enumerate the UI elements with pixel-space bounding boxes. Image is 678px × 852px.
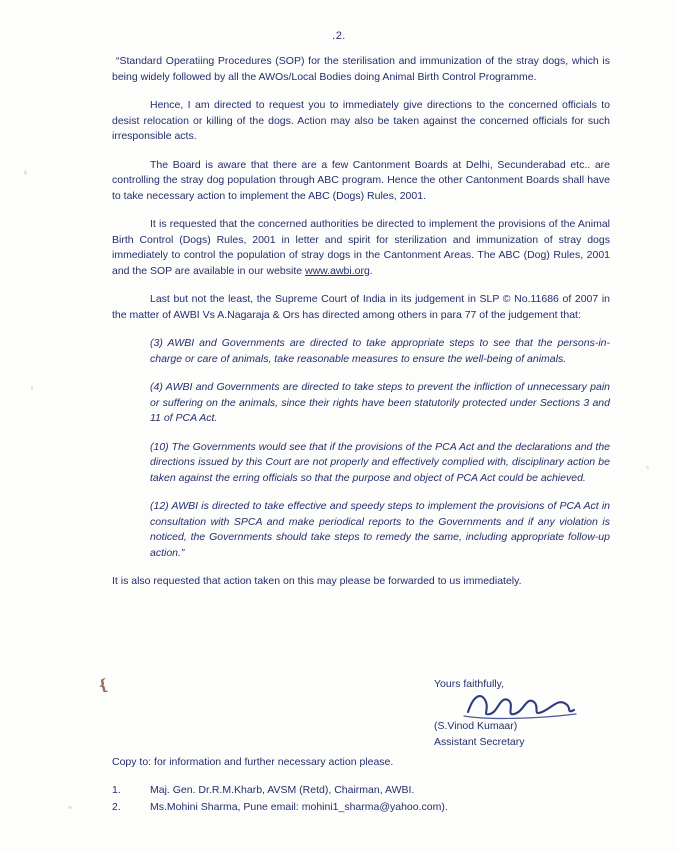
copy-to-list <box>112 782 612 816</box>
list-item-label: Ms.Mohini Sharma, Pune email: mohini1_sharma@yahoo.com). <box>150 801 448 813</box>
page-number: .2. <box>332 30 346 42</box>
paragraph-abc-rules-text: It is requested that the concerned authorities be directed to implement the provisions of the Animal Birth Control (Dogs) Rules, 2001 in letter and spirit for sterilization and immunization of stray dogs immediately to control the population of stray dogs in the Cantonment Areas. The ABC (Dog) Rules, 2001 and the SOP are available in our website <box>112 218 610 277</box>
closing-request: It is also requested that action taken on this may please be forwarded to us immediately. <box>112 575 522 587</box>
judgement-clause-4: (4) AWBI and Governments are directed to take steps to prevent the infliction of unnecessary pain or suffering on the animals, since their rights have been statutorily protected under Sections 3 and 11 of PCA Act. <box>150 381 610 424</box>
judgement-clause-3: (3) AWBI and Governments are directed to take appropriate steps to see that the persons-in-charge or care of animals, take reasonable measures to ensure the well-being of animals. <box>150 337 610 365</box>
scan-speck <box>24 170 27 175</box>
awbi-website-link[interactable]: www.awbi.org <box>305 264 370 277</box>
yours-faithfully: Yours faithfully, <box>434 678 505 690</box>
list-item-label: Maj. Gen. Dr.R.M.Kharb, AVSM (Retd), Chairman, AWBI. <box>150 784 415 796</box>
judgement-clause-12: (12) AWBI is directed to take effective and speedy steps to implement the provisions of PCA Act in consultation with SPCA and make periodical reports to the Governments and if any violation is noticed, the Governments should take steps to remedy the same, including appropriate follow-up action.” <box>150 500 610 559</box>
signatory-name: (S.Vinod Kumaar) <box>434 720 518 732</box>
paragraph-abc-rules-request <box>112 217 610 279</box>
paragraph-sop-quote: “Standard Operatiing Procedures (SOP) for the sterilisation and immunization of the stray dogs, which is being widely followed by all the AWOs/Local Bodies doing Animal Birth Control Programme. <box>112 55 610 83</box>
signatory-title: Assistant Secretary <box>434 736 525 748</box>
list-item <box>112 782 612 799</box>
list-item-number: 2. <box>112 801 121 813</box>
paragraph-directions: Hence, I am directed to request you to immediately give directions to the concerned officials to desist relocation or killing of the dogs. Action may also be taken against the concerned officials for such irresponsible acts. <box>112 99 610 142</box>
scan-speck <box>68 806 72 809</box>
copy-to-heading: Copy to: for information and further necessary action please. <box>112 756 394 768</box>
signature-block <box>400 676 610 750</box>
scan-speck <box>646 466 649 469</box>
judgement-clause-10: (10) The Governments would see that if the provisions of the PCA Act and the declarations and the directions issued by this Court are not properly and effectively complied with, disciplinary action be taken against the erring officials so that the purpose and object of PCA Act could be achieved. <box>150 440 610 484</box>
list-item <box>112 799 612 816</box>
document-body <box>112 54 610 590</box>
scan-speck <box>31 386 33 390</box>
margin-pencil-mark: ❴ <box>95 675 112 696</box>
paragraph-supreme-court: Last but not the least, the Supreme Court of India in its judgement in SLP © No.11686 of 2007 in the matter of AWBI Vs A.Nagaraja & Ors has directed among others in para 77 of the judgement that: <box>112 293 610 321</box>
paragraph-abc-rules-tail: . <box>369 264 373 277</box>
paragraph-cantonment-boards: The Board is aware that there are a few Cantonment Boards at Delhi, Secunderabad etc.. are controlling the stray dog population through ABC program. Hence the other Cantonment Boards shall have to take necessary action to implement the ABC (Dogs) Rules, 2001. <box>112 158 610 202</box>
list-item-number: 1. <box>112 784 121 796</box>
judgement-extracts <box>112 336 610 561</box>
